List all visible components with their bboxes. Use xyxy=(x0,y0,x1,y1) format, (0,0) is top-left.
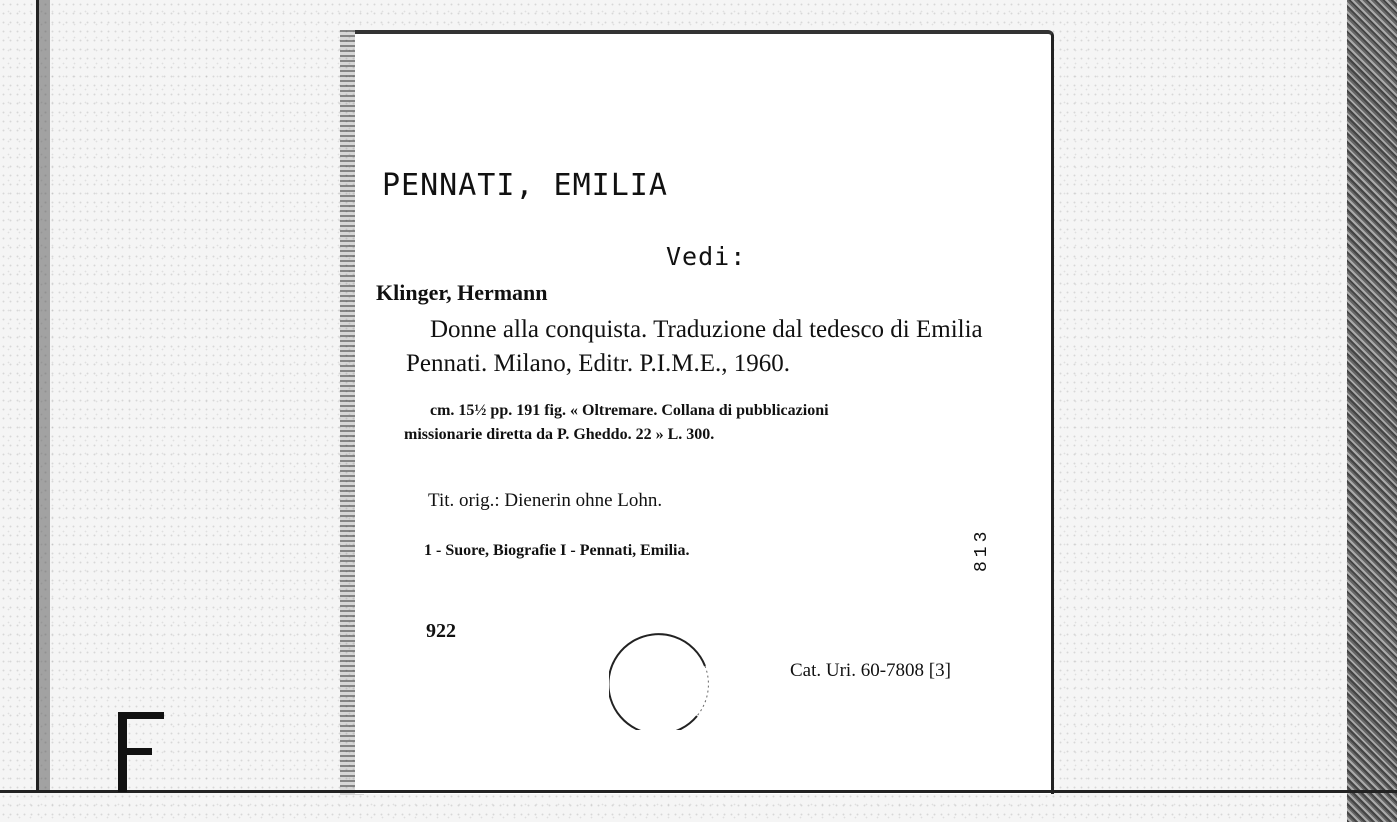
subject-tracings: 1 - Suore, Biografie I - Pennati, Emilia. xyxy=(424,542,690,559)
left-card-edge xyxy=(36,0,50,790)
author-entry: Klinger, Hermann xyxy=(376,280,548,305)
classification-number: 922 xyxy=(426,620,456,642)
see-reference: Vedi: xyxy=(666,242,747,271)
card-heading: PENNATI, EMILIA xyxy=(382,168,668,203)
bottom-rule xyxy=(0,790,1397,793)
title-line-1: Donne alla conquista. Traduzione dal tedesco di Emilia xyxy=(430,316,983,343)
collation-line-2: missionarie diretta da P. Gheddo. 22 » L. 300. xyxy=(404,426,715,443)
margin-letter-f xyxy=(118,712,166,792)
original-title: Tit. orig.: Dienerin ohne Lohn. xyxy=(428,490,663,511)
punch-hole-icon xyxy=(609,626,713,730)
vertical-number: 813 xyxy=(972,527,992,572)
collation-line-1: cm. 15½ pp. 191 fig. « Oltremare. Collana di pubblicazioni xyxy=(430,402,829,419)
title-line-2: Pennati. Milano, Editr. P.I.M.E., 1960. xyxy=(406,350,791,377)
right-dark-strip xyxy=(1347,0,1397,822)
catalog-number: Cat. Uri. 60-7808 [3] xyxy=(790,660,951,681)
